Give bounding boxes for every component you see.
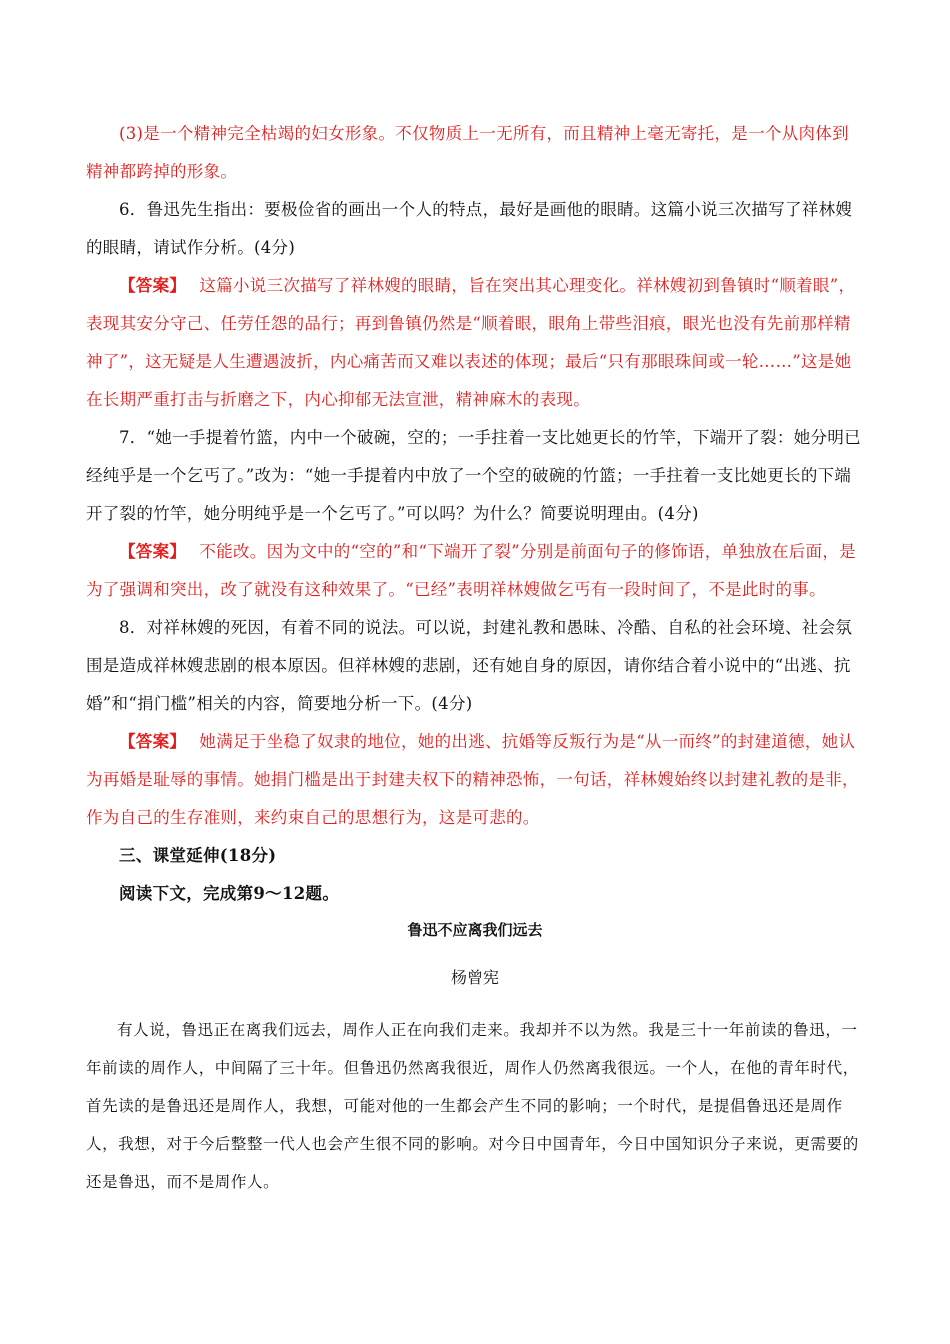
- reading-instruction: [86, 875, 864, 913]
- answer-label: 【答案】: [119, 732, 187, 751]
- essay-title: 鲁迅不应离我们远去: [407, 921, 543, 939]
- answer-label: 【答案】: [119, 542, 187, 561]
- section-heading: [86, 837, 864, 875]
- instruction-text: 阅读下文，完成第9～12题。: [119, 884, 340, 903]
- answer-text: 不能改。因为文中的“空的”和“下端开了裂”分别是前面句子的修饰语，单独放在后面，是为了强调和突出，改了就没有这种效果了。“已经”表明祥林嫂做乞丐有一段时间了，不是此时的事。: [86, 542, 856, 599]
- essay-author: 杨曾宪: [450, 968, 499, 987]
- question-8: [86, 609, 864, 723]
- essay-text: 有人说，鲁迅正在离我们远去，周作人正在向我们走来。我却并不以为然。我是三十一年前读的鲁迅，一年前读的周作人，中间隔了三十年。但鲁迅仍然离我很近，周作人仍然离我很远。一个人，在他的青年时代，首先读的是鲁迅还是周作人，我想，可能对他的一生都会产生不同的影响；一个时代，是提倡鲁迅还是周作人，我想，对于今后整整一代人也会产生很不同的影响。对今日中国青年，今日中国知识分子来说，更需要的还是鲁迅，而不是周作人。: [86, 1021, 859, 1191]
- section-title: 三、课堂延伸(18分): [119, 846, 277, 865]
- question-text: 6．鲁迅先生指出：要极俭省的画出一个人的特点，最好是画他的眼睛。这篇小说三次描写了祥林嫂的眼睛，请试作分析。(4分): [86, 200, 853, 257]
- answer-8: [86, 723, 864, 837]
- answer-text: 她满足于坐稳了奴隶的地位，她的出逃、抗婚等反叛行为是“从一而终”的封建道德，她认为再婚是耻辱的事情。她捐门槛是出于封建夫权下的精神恐怖，一句话，祥林嫂始终以封建礼教的是非，作为自己的生存准则，来约束自己的思想行为，这是可悲的。: [86, 732, 859, 827]
- answer-text: (3)是一个精神完全枯竭的妇女形象。不仅物质上一无所有，而且精神上毫无寄托，是一个从肉体到精神都跨掉的形象。: [86, 124, 849, 181]
- answer-7: [86, 533, 864, 609]
- question-6: [86, 191, 864, 267]
- answer-label: 【答案】: [119, 276, 187, 295]
- question-7: [86, 419, 864, 533]
- essay-paragraph: [86, 1011, 864, 1201]
- question-text: 7．“她一手提着竹篮，内中一个破碗，空的；一手拄着一支比她更长的竹竿，下端开了裂：她分明已经纯乎是一个乞丐了。”改为：“她一手提着内中放了一个空的破碗的竹篮；一手拄着一支比她更长的下端开了裂的竹竿，她分明纯乎是一个乞丐了。”可以吗？为什么？简要说明理由。(4分): [86, 428, 861, 523]
- question-text: 8．对祥林嫂的死因，有着不同的说法。可以说，封建礼教和愚昧、冷酷、自私的社会环境、社会氛围是造成祥林嫂悲剧的根本原因。但祥林嫂的悲剧，还有她自身的原因，请你结合着小说中的“出逃、抗婚”和“捐门槛”相关的内容，简要地分析一下。(4分): [86, 618, 853, 713]
- answer-continuation-paragraph: [86, 115, 864, 191]
- answer-6: [86, 267, 864, 419]
- answer-text: 这篇小说三次描写了祥林嫂的眼睛，旨在突出其心理变化。祥林嫂初到鲁镇时“顺着眼”，表现其安分守己、任劳任怨的品行；再到鲁镇仍然是“顺着眼，眼角上带些泪痕，眼光也没有先前那样精神了”，这无疑是人生遭遇波折，内心痛苦而又难以表述的体现；最后“只有那眼珠间或一轮……”这是她在长期严重打击与折磨之下，内心抑郁无法宣泄，精神麻木的表现。: [86, 276, 856, 409]
